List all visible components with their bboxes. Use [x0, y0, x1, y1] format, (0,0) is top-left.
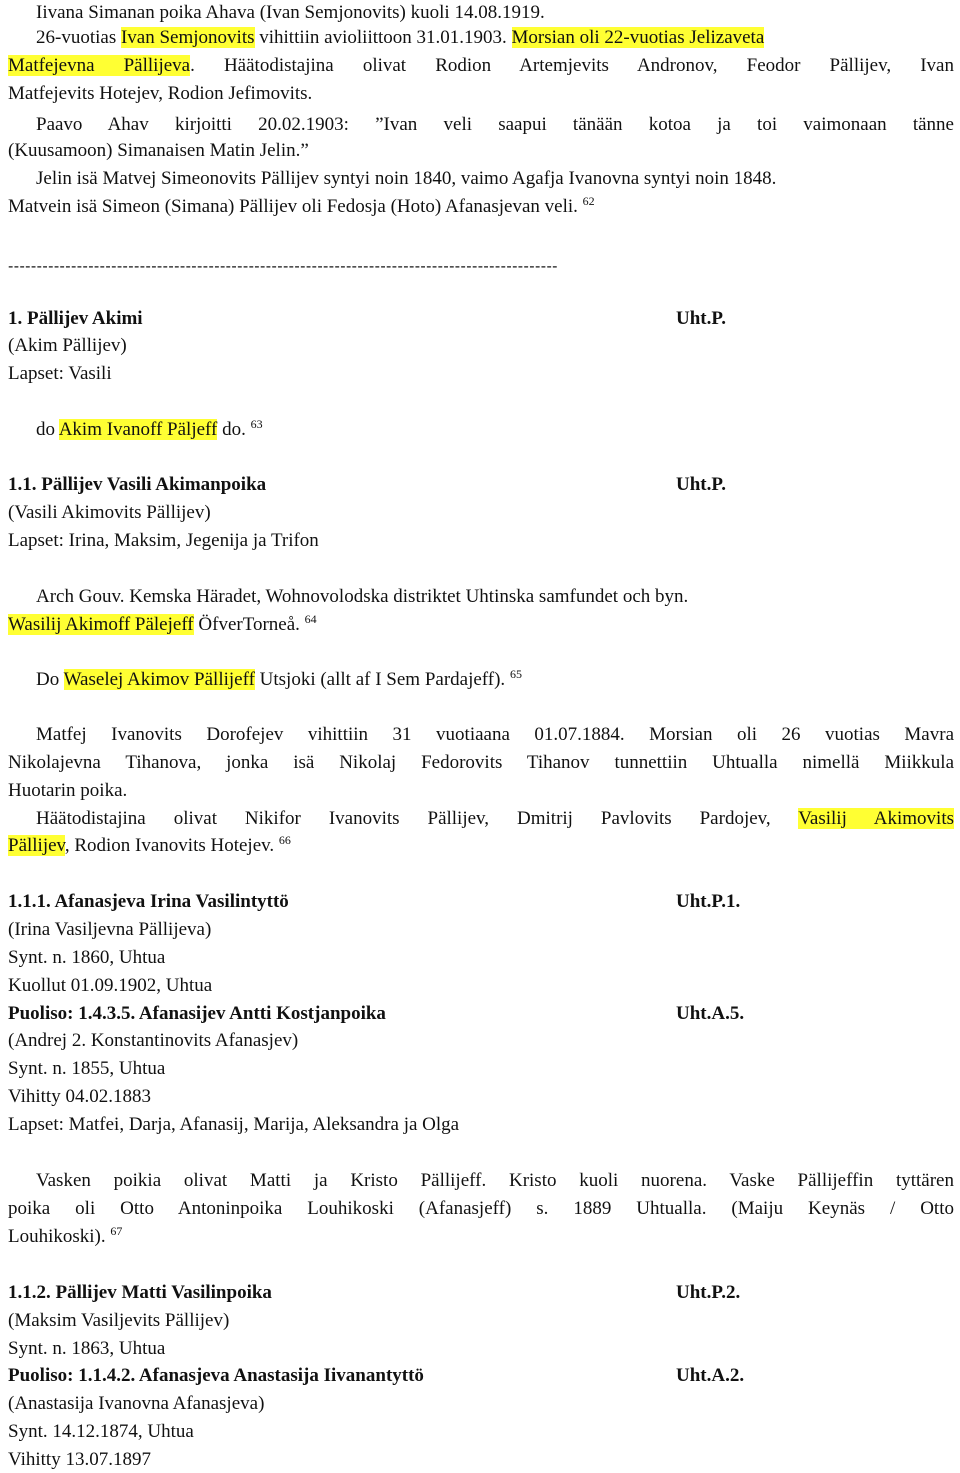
spouse-born: Synt. 14.12.1874, Uhtua	[8, 1421, 194, 1442]
highlight: Matfejevna Pällijeva	[8, 55, 191, 76]
intro-line-6: (Kuusamoon) Simanaisen Matin Jelin.”	[8, 140, 309, 161]
text: do	[36, 419, 59, 440]
footnote-ref: 63	[250, 417, 263, 431]
footnote-ref: 64	[304, 612, 317, 626]
text: Utsjoki (allt af I Sem Pardajeff).	[254, 669, 510, 690]
entry-children: Lapset: Matfei, Darja, Afanasij, Marija, Aleksandra ja Olga	[8, 1114, 460, 1135]
text: ÖfverTorneå.	[193, 614, 305, 635]
entry-alt-name: (Vasili Akimovits Pällijev)	[8, 502, 211, 523]
text: vihittiin avioliittoon 31.01.1903.	[254, 27, 512, 48]
spouse-code: Uht.A.2.	[676, 1365, 745, 1386]
intro-line-7: Jelin isä Matvej Simeonovits Pällijev syntyi noin 1840, vaimo Agafja Ivanovna syntyi noin 1848.	[36, 168, 777, 189]
spouse-alt-name: (Andrej 2. Konstantinovits Afanasjev)	[8, 1030, 299, 1051]
highlight: Vasilij Akimovits	[798, 808, 954, 829]
text: Häätodistajina olivat Nikifor Ivanovits Pällijev, Dmitrij Pavlovits Pardojev,	[36, 808, 799, 829]
spouse-born: Synt. n. 1855, Uhtua	[8, 1058, 166, 1079]
highlight: Wasilij Akimoff Pälejeff	[8, 614, 194, 635]
entry-children: Lapset: Irina, Maksim, Jegenija ja Trifon	[8, 530, 319, 551]
entry-born: Synt. n. 1860, Uhtua	[8, 947, 166, 968]
entry-title: 1. Pällijev Akimi	[8, 308, 143, 329]
entry-alt-name: (Irina Vasiljevna Pällijeva)	[8, 919, 212, 940]
entry-children: Lapset: Vasili	[8, 363, 112, 384]
spouse-wedding: Vihitty 13.07.1897	[8, 1449, 151, 1470]
entry-died: Kuollut 01.09.1902, Uhtua	[8, 975, 213, 996]
intro-line-3	[8, 53, 954, 78]
marriage-line-4	[36, 806, 954, 831]
text: 26-vuotias	[36, 27, 121, 48]
spouse-wedding: Vihitty 04.02.1883	[8, 1086, 151, 1107]
spouse-title: Puoliso: 1.1.4.2. Afanasjeva Anastasija Iivanantyttö	[8, 1365, 424, 1386]
entry-title: 1.1. Pällijev Vasili Akimanpoika	[8, 474, 267, 495]
spouse-code: Uht.A.5.	[676, 1003, 745, 1024]
text: Matvein isä Simeon (Simana) Pällijev oli Fedosja (Hoto) Afanasjevan veli.	[8, 196, 578, 217]
footnote-ref: 66	[278, 833, 291, 847]
entry-title: 1.1.1. Afanasjeva Irina Vasilintyttö	[8, 891, 289, 912]
footnote-ref: 62	[582, 194, 595, 208]
archive-line: Arch Gouv. Kemska Häradet, Wohnovolodska distriktet Uhtinska samfundet och byn.	[36, 586, 689, 607]
note-line-2: poika oli Otto Antoninpoika Louhikoski (Afanasjeff) s. 1889 Uhtualla. (Maiju Keynäs / Otto	[8, 1198, 954, 1219]
footnote-ref: 67	[110, 1224, 123, 1238]
text: do.	[217, 419, 251, 440]
text: Louhikoski).	[8, 1226, 111, 1247]
highlight: Morsian oli 22-vuotias Jelizaveta	[511, 27, 765, 48]
highlight: Waselej Akimov Pällijeff	[63, 669, 255, 690]
entry-code: Uht.P.1.	[676, 891, 741, 912]
entry-code: Uht.P.	[676, 474, 726, 495]
entry-code: Uht.P.	[676, 308, 726, 329]
text: , Rodion Ivanovits Hotejev.	[64, 835, 279, 856]
note-line-3	[8, 1224, 122, 1249]
marriage-line-3: Huotarin poika.	[8, 780, 128, 801]
intro-line-2	[36, 25, 764, 50]
archive-line-2	[36, 667, 522, 692]
entry-title: 1.1.2. Pällijev Matti Vasilinpoika	[8, 1282, 272, 1303]
entry-code: Uht.P.2.	[676, 1282, 741, 1303]
intro-line-4: Matfejevits Hotejev, Rodion Jefimovits.	[8, 83, 313, 104]
intro-line-1: Iivana Simanan poika Ahava (Ivan Semjonovits) kuoli 14.08.1919.	[36, 2, 545, 23]
highlight: Pällijev	[8, 835, 65, 856]
archive-name-line	[8, 612, 317, 637]
highlight: Akim Ivanoff Päljeff	[58, 419, 218, 440]
entry-born: Synt. n. 1863, Uhtua	[8, 1338, 166, 1359]
entry-alt-name: (Akim Pällijev)	[8, 335, 127, 356]
marriage-line-2: Nikolajevna Tihanova, jonka isä Nikolaj Fedorovits Tihanov tunnettiin Uhtualla nimellä Miikkula	[8, 752, 954, 773]
intro-line-5: Paavo Ahav kirjoitti 20.02.1903: ”Ivan veli saapui tänään kotoa ja toi vaimonaan tänne	[36, 114, 954, 135]
entry-reference	[36, 417, 263, 442]
marriage-line-1: Matfej Ivanovits Dorofejev vihittiin 31 vuotiaana 01.07.1884. Morsian oli 26 vuotias Mavra	[36, 724, 954, 745]
text: . Häätodistajina olivat Rodion Artemjevits Andronov, Feodor Pällijev, Ivan	[190, 55, 954, 76]
footnote-ref: 65	[509, 667, 522, 681]
highlight: Ivan Semjonovits	[120, 27, 255, 48]
note-line-1: Vasken poikia olivat Matti ja Kristo Pällijeff. Kristo kuoli nuorena. Vaske Pällijeffin tyttären	[36, 1170, 954, 1191]
spouse-alt-name: (Anastasija Ivanovna Afanasjeva)	[8, 1393, 265, 1414]
intro-line-8	[8, 194, 595, 219]
entry-alt-name: (Maksim Vasiljevits Pällijev)	[8, 1310, 230, 1331]
text: Do	[36, 669, 64, 690]
divider: ------------------------------------------------------------------------------------------------	[8, 258, 558, 275]
spouse-title: Puoliso: 1.4.3.5. Afanasijev Antti Kostjanpoika	[8, 1003, 386, 1024]
marriage-line-5	[8, 833, 291, 858]
